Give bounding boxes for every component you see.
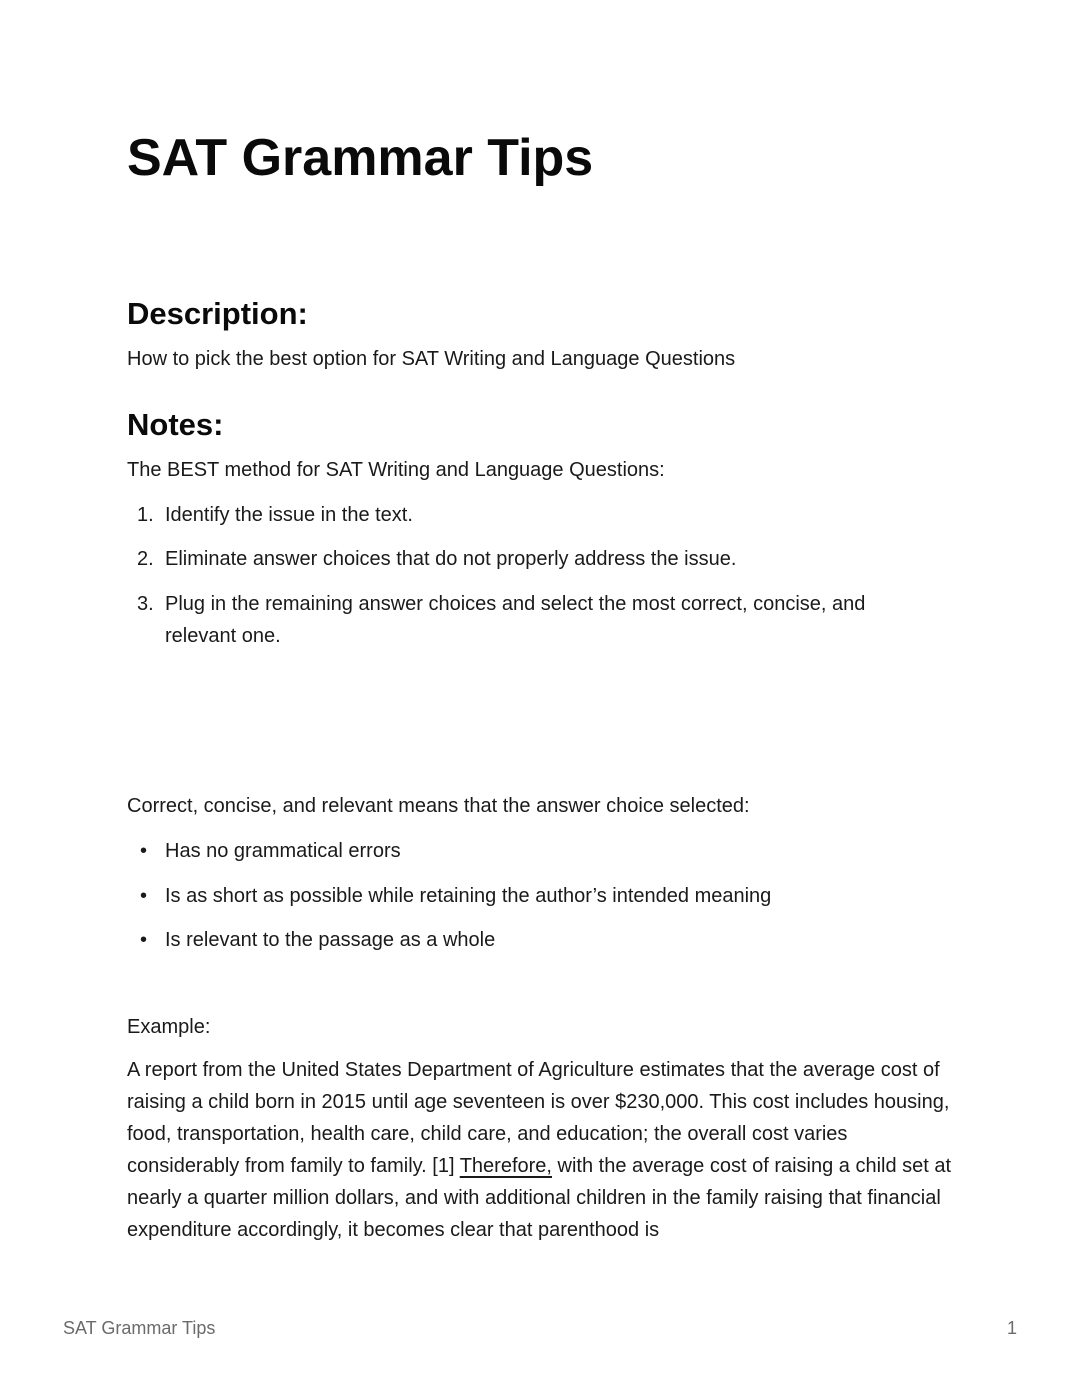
list-item-text: Is as short as possible while retaining the author’s intended meaning: [165, 885, 772, 907]
footer-doc-name: SAT Grammar Tips: [63, 1318, 216, 1338]
footer-page-number: 1: [1006, 1318, 1017, 1338]
list-number: 3.: [137, 593, 154, 615]
bullet-icon: •: [140, 929, 148, 951]
list-item-text: Is relevant to the passage as a whole: [165, 929, 496, 951]
list-item: [127, 543, 962, 575]
list-item: [127, 924, 962, 956]
list-item: [127, 499, 962, 531]
list-item-text: Has no grammatical errors: [165, 840, 401, 862]
bullet-icon: •: [140, 885, 148, 907]
list-number: 1.: [137, 504, 154, 526]
notes-intro: The BEST method for SAT Writing and Language Questions:: [127, 459, 665, 481]
example-text-after: with the average cost of raising a child set at nearly a quarter million dollars, and with additional children in the family raising that financial expenditure accordingly, it becomes clear that parenthood is: [127, 1155, 952, 1241]
criteria-intro: Correct, concise, and relevant means that the answer choice selected:: [127, 795, 750, 817]
list-item-text: Identify the issue in the text.: [165, 504, 413, 526]
notes-heading: Notes:: [127, 407, 224, 442]
list-item: [127, 880, 962, 912]
list-item-text: Plug in the remaining answer choices and select the most correct, concise, and relevant one.: [165, 593, 866, 647]
list-item-text: Eliminate answer choices that do not properly address the issue.: [165, 548, 737, 570]
bullet-icon: •: [140, 840, 148, 862]
page-title: SAT Grammar Tips: [127, 129, 594, 187]
example-underlined-word: Therefore,: [459, 1155, 552, 1177]
example-text-before: A report from the United States Department of Agriculture estimates that the average cost of raising a child born in 2015 until age seventeen is over $230,000. This cost includes housing, food, transportation, health care, child care, and education; the overall cost varies considerably from family to family. [1]: [127, 1059, 950, 1177]
list-number: 2.: [137, 548, 154, 570]
list-item: [127, 835, 962, 867]
description-text: How to pick the best option for SAT Writing and Language Questions: [127, 348, 736, 370]
description-heading: Description:: [127, 296, 308, 331]
list-item: [127, 588, 927, 652]
example-passage: [127, 1054, 957, 1246]
example-label: Example:: [127, 1016, 211, 1038]
